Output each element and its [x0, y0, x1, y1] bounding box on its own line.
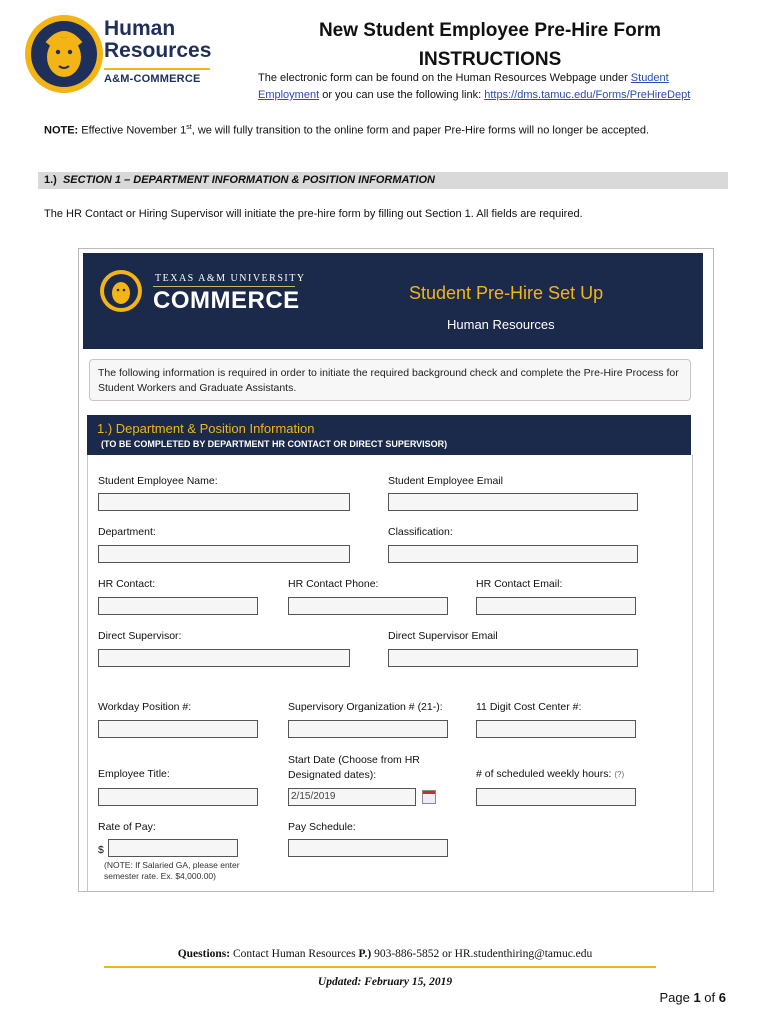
page-current: 1	[693, 990, 701, 1005]
calendar-icon[interactable]	[422, 790, 436, 804]
start-date-label: Start Date (Choose from HR Designated dates):	[288, 754, 420, 781]
classification-label: Classification:	[388, 526, 453, 538]
hr-line1: Human	[104, 17, 176, 40]
section-number: 1.)	[44, 174, 57, 186]
questions-line	[0, 948, 770, 960]
pay-schedule-label: Pay Schedule:	[288, 821, 356, 833]
footer-divider	[104, 966, 656, 968]
phone-label: P.)	[358, 948, 372, 960]
page-prefix: Page	[659, 990, 694, 1005]
classification-field[interactable]	[388, 545, 638, 563]
note-text-a: Effective November 1	[78, 124, 187, 137]
cost-center-field[interactable]	[476, 720, 636, 738]
page-total: 6	[718, 990, 726, 1005]
setup-subtitle: Human Resources	[447, 317, 555, 332]
pay-schedule-field[interactable]	[288, 839, 448, 857]
supervisor-email-label: Direct Supervisor Email	[388, 630, 498, 642]
dept-section-title: 1.) Department & Position Information	[97, 421, 315, 436]
cost-center-label: 11 Digit Cost Center #:	[476, 701, 582, 713]
intro-text-mid: or you can use the following link:	[319, 89, 485, 101]
supervisor-field[interactable]	[98, 649, 350, 667]
form-fields	[87, 455, 693, 892]
intro-text: The electronic form can be found on the Human Resources Webpage under	[258, 72, 631, 84]
weekly-hours-field[interactable]	[476, 788, 636, 806]
form-banner	[83, 253, 703, 349]
department-label: Department:	[98, 526, 156, 538]
section-title: SECTION 1 – DEPARTMENT INFORMATION & POSITION INFORMATION	[62, 174, 435, 186]
section-header	[38, 172, 728, 189]
department-field[interactable]	[98, 545, 350, 563]
hr-line2: Resources	[104, 39, 212, 62]
university-name-big: COMMERCE	[153, 287, 300, 314]
workday-position-label: Workday Position #:	[98, 701, 192, 713]
dept-section-subtitle: (TO BE COMPLETED BY DEPARTMENT HR CONTACT OR DIRECT SUPERVISOR)	[101, 439, 448, 449]
weekly-hours-label: # of scheduled weekly hours:	[476, 768, 612, 780]
student-email-field[interactable]	[388, 493, 638, 511]
updated-date: Updated: February 15, 2019	[317, 976, 453, 988]
hr-email-field[interactable]	[476, 597, 636, 615]
page-of: of	[700, 990, 719, 1005]
student-email-label: Student Employee Email	[388, 475, 503, 487]
rate-of-pay-label: Rate of Pay:	[98, 821, 156, 833]
hr-contact-label: HR Contact:	[98, 578, 156, 590]
title-line1: New Student Employee Pre-Hire Form	[318, 20, 662, 41]
employee-title-label: Employee Title:	[98, 768, 170, 780]
form-screenshot	[78, 248, 714, 892]
hr-contact-field[interactable]	[98, 597, 258, 615]
info-box: The following information is required in order to initiate the required background check and complete the Pre-Hire Process for Student Workers and Graduate Assistants.	[89, 359, 691, 401]
hr-subtitle: A&M-COMMERCE	[104, 73, 201, 85]
workday-position-field[interactable]	[98, 720, 258, 738]
student-employment-link[interactable]: Student Employment	[258, 72, 669, 101]
section-description: The HR Contact or Hiring Supervisor will initiate the pre-hire form by filling out Section 1. All fields are required.	[44, 208, 583, 220]
setup-title: Student Pre-Hire Set Up	[409, 283, 604, 303]
page-number	[659, 990, 726, 1005]
hr-phone-field[interactable]	[288, 597, 448, 615]
supervisor-email-field[interactable]	[388, 649, 638, 667]
hr-phone-label: HR Contact Phone:	[288, 578, 379, 590]
note-paragraph	[44, 124, 734, 137]
university-name-small: TEXAS A&M UNIVERSITY	[155, 273, 306, 284]
lion-logo-icon	[99, 269, 143, 313]
supervisor-label: Direct Supervisor:	[98, 630, 182, 642]
student-name-label: Student Employee Name:	[98, 475, 218, 487]
weekly-hours-label-group	[476, 768, 624, 780]
employee-title-field[interactable]	[98, 788, 258, 806]
dept-section-header	[87, 415, 691, 455]
lion-emblem-icon	[24, 14, 104, 94]
note-text-b: , we will fully transition to the online form and paper Pre-Hire forms will no longer be accepted.	[191, 124, 650, 137]
currency-symbol: $	[98, 844, 104, 856]
student-name-field[interactable]	[98, 493, 350, 511]
hr-wordmark	[104, 18, 211, 62]
weekly-hours-hint[interactable]: (?)	[614, 770, 625, 779]
sup-org-label: Supervisory Organization # (21-):	[288, 701, 443, 713]
rate-of-pay-field[interactable]	[108, 839, 238, 857]
note-sup: st	[186, 124, 192, 131]
phone-text: 903-886-5852 or HR.studenthiring@tamuc.edu	[371, 948, 593, 960]
rate-hint: (NOTE: If Salaried GA, please enter semester rate. Ex. $4,000.00)	[104, 860, 240, 881]
intro-paragraph	[258, 70, 728, 104]
prehire-form-link[interactable]: https://dms.tamuc.edu/Forms/PreHireDept	[484, 89, 691, 101]
hr-email-label: HR Contact Email:	[476, 578, 563, 590]
start-date-field[interactable]: 2/15/2019	[288, 788, 416, 806]
sup-org-field[interactable]	[288, 720, 448, 738]
document-title	[250, 16, 730, 74]
title-line2: INSTRUCTIONS	[418, 49, 562, 70]
questions-text: Contact Human Resources	[230, 948, 359, 960]
wordmark-divider	[104, 68, 210, 70]
questions-label: Questions:	[177, 948, 231, 960]
note-label: NOTE:	[44, 124, 79, 137]
